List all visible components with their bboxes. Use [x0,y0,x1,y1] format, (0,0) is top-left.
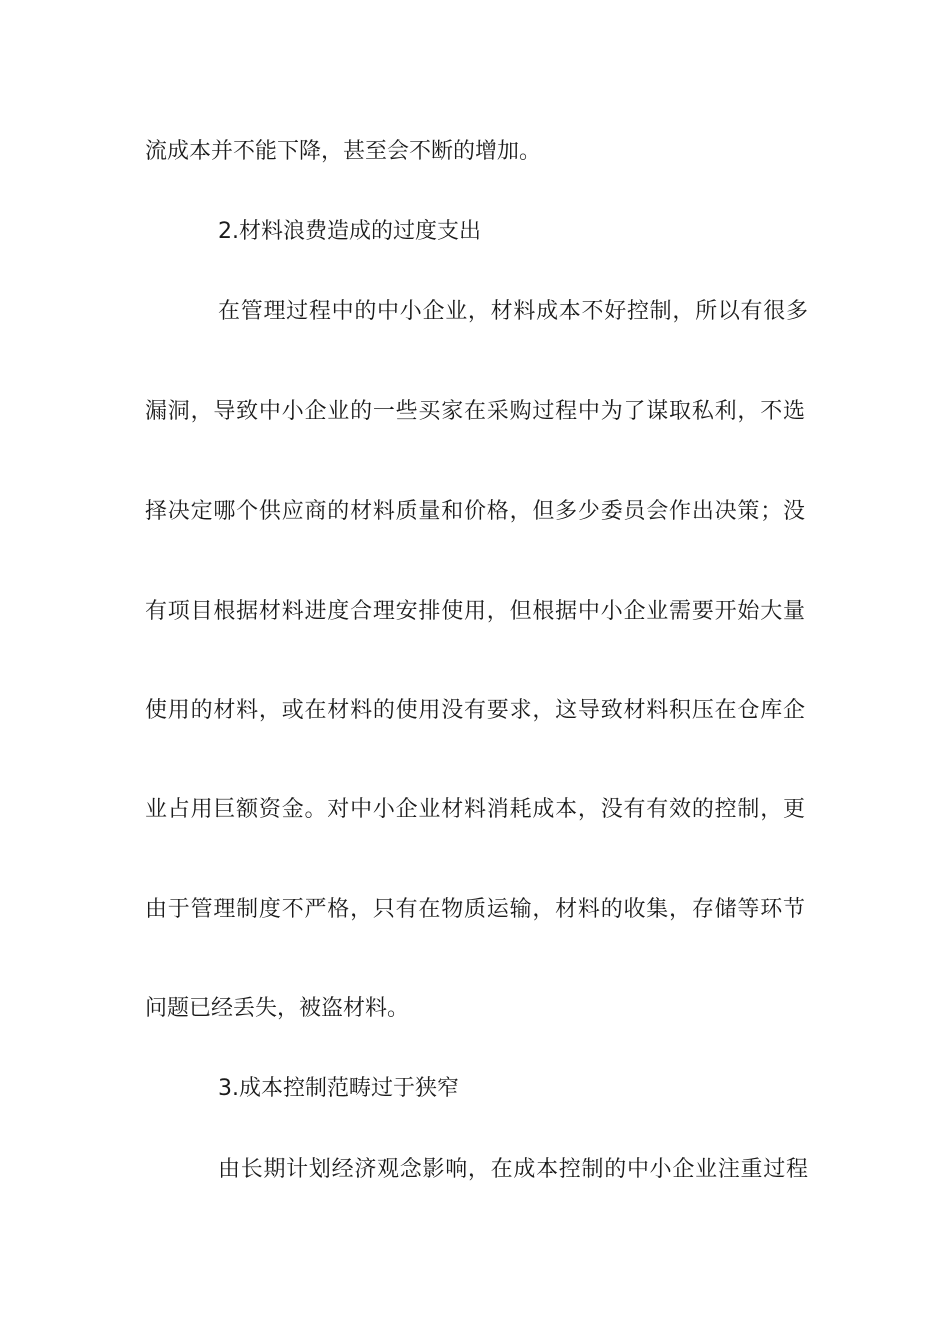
paragraph-line: 问题已经丢失，被盗材料。 [145,996,410,1021]
paragraph-line: 由长期计划经济观念影响，在成本控制的中小企业注重过程 [218,1157,808,1182]
paragraph-line: 在管理过程中的中小企业，材料成本不好控制，所以有很多 [218,299,808,324]
paragraph-line: 漏洞，导致中小企业的一些买家在采购过程中为了谋取私利，不选 [145,399,805,424]
paragraph-line: 由于管理制度不严格，只有在物质运输，材料的收集，存储等环节 [145,897,805,922]
paragraph-line: 择决定哪个供应商的材料质量和价格，但多少委员会作出决策；没 [145,499,805,524]
paragraph-line: 流成本并不能下降，甚至会不断的增加。 [145,139,542,164]
paragraph-line: 使用的材料，或在材料的使用没有要求，这导致材料积压在仓库企 [145,698,805,723]
section-heading: 3.成本控制范畴过于狭窄 [218,1076,459,1101]
paragraph-line: 有项目根据材料进度合理安排使用，但根据中小企业需要开始大量 [145,599,805,624]
section-heading: 2.材料浪费造成的过度支出 [218,219,481,244]
paragraph-line: 业占用巨额资金。对中小企业材料消耗成本，没有有效的控制，更 [145,797,805,822]
